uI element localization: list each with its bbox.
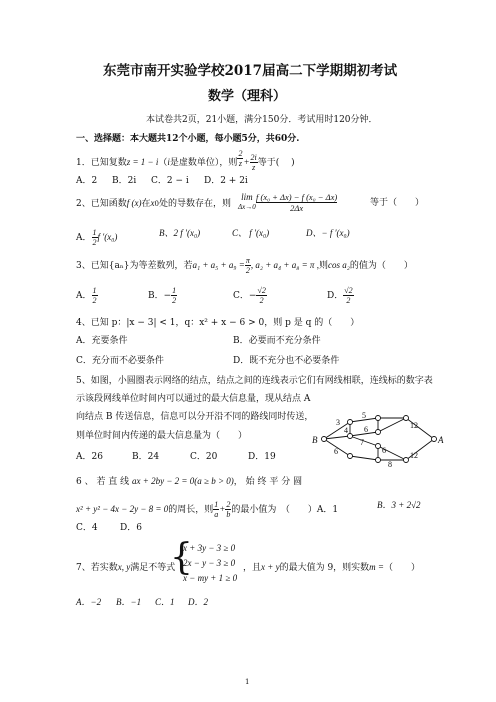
q2-stem-end: 等于（ ）: [370, 198, 425, 208]
question-6-line-1: 6 、 若 直 线 ax + 2by − 2 = 0(a ≥ b > 0)， 始 终 平 分 圆: [76, 476, 303, 487]
edge-weight: 6: [382, 446, 386, 455]
limit-fraction: f (x₀ + Δx) − f (x₀ − Δx) 2Δx: [256, 192, 338, 213]
q5-option-a: A．26: [76, 452, 103, 462]
edge-weight: 5: [362, 411, 366, 420]
node-b-label: B: [312, 435, 318, 445]
edge-weight: 6: [364, 425, 368, 434]
network-node: [376, 416, 381, 421]
inequality-3: x − my + 1 ≥ 0: [183, 573, 238, 583]
q5-option-d: D．19: [248, 452, 276, 462]
q3-option-b: B．− $\frac{1}{2}$: [148, 286, 177, 305]
edge-weight: 6: [334, 447, 338, 456]
inequality-1: x + 3y − 3 ≥ 0: [183, 543, 236, 553]
q4-option-d: D．既不充分也不必要条件: [233, 356, 340, 366]
edge-weight: 7: [360, 438, 364, 447]
edge-weight: 3: [336, 418, 340, 427]
exam-title: 东莞市南开实验学校2017届高二下学期期初考试: [103, 63, 398, 79]
question-5-line-1: 5、如图，小圆圈表示网络的结点，结点之间的连线表示它们有网线相联，连线标的数字表: [76, 376, 433, 386]
q7-option-c: C．1: [155, 597, 175, 607]
network-node: [376, 458, 381, 463]
edge-weight: 12: [410, 451, 418, 460]
edge-weight: 12: [410, 421, 418, 430]
q4-option-c: C．充分而不必要条件: [76, 356, 164, 366]
q2-option-d: D、− f ′(x₀): [306, 228, 350, 238]
q2-option-c: C、 f ′(x₀): [232, 228, 270, 238]
limit-symbol: lim Δx→0: [238, 192, 256, 211]
question-4-stem: 4、已知 p：|x − 3| < 1，q：x² + x − 6 > 0，则 p 是 q 的（ ）: [76, 318, 360, 328]
edge-weight: 8: [388, 460, 392, 468]
question-7-stem-end: ，且x + y的最大值为 9，则实数m =（ ）: [243, 562, 421, 573]
network-node: [348, 434, 353, 439]
page-number: 1: [245, 678, 250, 686]
q2-option-b: B、2 f ′(x₀): [159, 228, 201, 238]
q3-option-d: D． $\frac{√2}{2}$: [327, 286, 353, 305]
question-6-line-2: x² + y² − 4x − 2y − 8 = 0的周长，则 $\frac{1}{a}$ + $\frac{2}{b}$ 的最小值为 （ ）A．1: [76, 500, 339, 519]
question-5-line-2: 示该段网线单位时间内可以通过的最大信息量，现从结点 A: [76, 394, 311, 404]
q3-option-c: C．− $\frac{√2}{2}$: [233, 286, 266, 305]
network-node: [404, 416, 409, 421]
q1-option-c: C．2 − i: [151, 176, 189, 186]
question-2-stem: 2、已知函数f (x)在x0处的导数存在，则: [76, 198, 231, 209]
network-diagram: [310, 408, 446, 468]
question-5-line-3: 向结点 B 传送信息，信息可以分开沿不同的路线同时传送，: [76, 412, 314, 422]
q7-option-b: B．−1: [116, 597, 142, 607]
q3-option-a: A． $\frac{1}{2}$: [76, 286, 97, 305]
network-node: [348, 420, 353, 425]
q6-option-c: C．4: [76, 523, 98, 533]
question-7-stem-start: 7、若实数x, y满足不等式: [76, 562, 176, 573]
q1-option-a: A．2: [76, 176, 98, 186]
q1-option-d: D．2 + 2i: [204, 176, 248, 186]
question-5-line-4: 则单位时间内传递的最大信息量为（ ）: [76, 431, 248, 441]
q6-option-b: B．3 + 2√2: [377, 500, 421, 510]
network-node: [376, 444, 381, 449]
q5-option-c: C．20: [190, 452, 218, 462]
q7-option-a: A．−2: [76, 597, 102, 607]
q1-option-b: B．2i: [112, 176, 137, 186]
q2-option-a: A． $\frac{1}{2}$ f ′(x₀): [76, 228, 118, 247]
network-node: [376, 430, 381, 435]
q6-option-d: D．6: [120, 523, 142, 533]
section-heading: 一、选择题：本大题共12个小题，每小题5分，共60分.: [76, 134, 300, 144]
q7-option-d: D．2: [188, 597, 208, 607]
network-node: [432, 437, 437, 442]
question-1-stem: 1．已知复数z = 1 − i（i是虚数单位），则 $\frac{2}{z}$ + $\frac{2i}{z}$ 等于( ): [76, 149, 295, 172]
q4-option-a: A．充要条件: [76, 336, 128, 346]
exam-intro: 本试卷共2页，21小题，满分150分．考试用时120分钟．: [146, 115, 378, 125]
q5-option-b: B．24: [132, 452, 160, 462]
network-node: [404, 458, 409, 463]
network-node: [348, 454, 353, 459]
node-a-label: A: [438, 435, 444, 445]
exam-subtitle: 数学（理科）: [208, 89, 287, 104]
edge-weight: 4: [344, 426, 348, 435]
network-node: [322, 437, 327, 442]
system-brace: {: [170, 537, 193, 578]
question-3-stem: 3、已知{aₙ}为等差数列，若a₁ + a₅ + a₉ = $\frac{\pi}{2}$ , a₂ + a₄ + a₈ = π ,则cos a₂的值为（ ）: [76, 256, 413, 275]
inequality-2: 2x − y − 3 ≥ 0: [183, 558, 236, 568]
q4-option-b: B．必要而不充分条件: [233, 336, 321, 346]
